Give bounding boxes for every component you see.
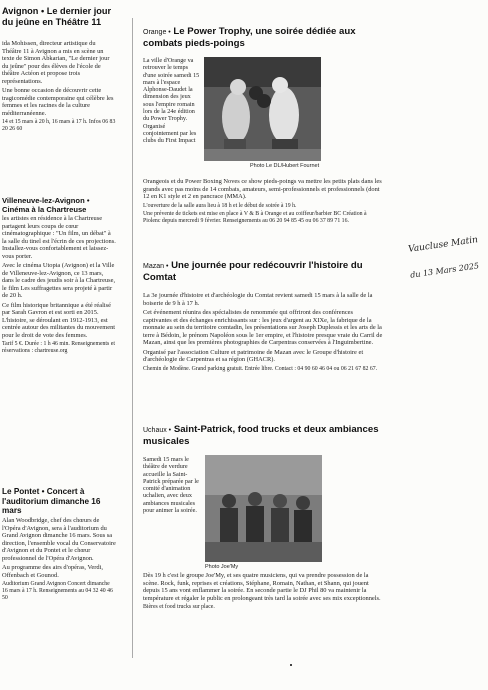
article-uchaux-headline	[143, 424, 383, 447]
paragraph: ida Mohissen, directeur artistique du Théâtre 11 à Avignon a mis en scène un texte de Simon Abkarian, "Le dernier jour du jeûne" pour des élèves de l'école de théâtre Actéon et propose trois représentations.	[2, 40, 110, 85]
article-villeneuve-headline: Villeneuve-lez-Avignon • Cinéma à la Chartreuse	[2, 196, 90, 214]
paragraph: Alan Woodbridge, chef des chœurs de l'Opéra d'Avignon, sera à l'auditorium du Grand Avignon dimanche 16 mars. Sous sa direction, l'ensemble vocal du Conservatoire d'Avignon et du Pontet et le chœur professionnel de l'Opéra d'Avignon.	[2, 517, 116, 562]
paragraph: Organisé par l'association Culture et patrimoine de Mazan avec le Groupe d'histoire et d'archéologie de Carpentras et sa région (GHACR).	[143, 348, 364, 363]
paragraph: Au programme des airs d'opéras, Verdi, Offenbach et Gounod.	[2, 564, 103, 579]
article-villeneuve-body	[2, 215, 116, 357]
column-divider	[132, 18, 133, 658]
article-mazan-body	[143, 292, 383, 374]
info-line: Chemin de Modène. Grand parking gratuit. Entrée libre. Contact : 04 90 60 46 04 ou 06 21 67 82 67.	[143, 365, 378, 372]
article-uchaux-body	[143, 572, 383, 613]
paragraph: les artistes en résidence à la Chartreuse partagent leurs coups de cœur cinématographique : "Un film, un débat" à la salle du tinel est l'écrin de ces projections. Installez-vous confortablement et laissez-vous porter.	[2, 215, 116, 260]
band-photo	[205, 455, 322, 562]
info-line: L'ouverture de la salle aura lieu à 18 h et le début de soirée à 19 h.	[143, 202, 297, 209]
paragraph: Une bonne occasion de découvrir cette tragicomédie contemporaine qui célèbre les femmes et les racines de la culture méditerranéenne.	[2, 87, 114, 117]
boxing-photo	[204, 57, 321, 161]
paragraph: Ce film historique britannique a été réalisé par Sarah Gavron et est sorti en 2015. L'histoire, se déroulant en 1912-1913, est centrée autour des militantes du mouvement pour le droit de vote des femmes.	[2, 301, 116, 339]
paragraph: Dès 19 h c'est le groupe Joe'My, et ses quatre musiciens, qui va prendre possession de la scène. Rock, funk, reprises et créations, Stéphane, Romain, Nathan, et Shann, qui jouent depuis 15 ans vont enflammer la soirée. En seconde partie le DJ Phil 80 va maintenir la température et régaler le public en prolongeant très tard la soirée avec ses mix exceptionnels.	[143, 572, 381, 602]
article-orange-body	[143, 178, 383, 227]
bottom-mark	[290, 664, 292, 666]
info-line: Bières et food trucks sur place.	[143, 604, 215, 610]
headline-text: Une journée pour redécouvrir l'histoire du Comtat	[143, 260, 363, 283]
info-line: Tarif 5 €. Durée : 1 h 46 min. Renseignements et réservations : chartreuse.org	[2, 341, 115, 354]
paragraph: La 3e journée d'histoire et d'archéologie du Comtat revient samedi 15 mars à la salle de la boiserie de 9 h à 17 h.	[143, 292, 373, 307]
boxing-photo-image	[204, 57, 321, 161]
headline-text: Le Power Trophy, une soirée dédiée aux combats pieds-poings	[143, 26, 356, 49]
kicker: Mazan •	[143, 263, 169, 270]
article-lepontet-body	[2, 517, 116, 603]
band-photo-caption: Photo Joe'My	[205, 564, 239, 570]
paragraph: Orangeois et du Power Boxing Noves ce show pieds-poings va mettre les petits plats dans les grands avec pas moins de 14 combats, amateurs, semi-professionnels et professionnels (dont 12 en K1 style et 2 en pancrace (MMA).	[143, 178, 382, 200]
handwritten-source: Vaucluse Matin	[407, 235, 479, 255]
article-orange-headline	[143, 26, 383, 49]
band-photo-image	[205, 455, 322, 562]
boxing-photo-caption: Photo Le DL/Hubert Fournet	[250, 163, 320, 169]
handwritten-date: du 13 Mars 2025	[409, 261, 480, 280]
article-avignon-headline: Avignon • Le dernier jour du jeûne en Théâtre 11	[2, 6, 112, 27]
paragraph: Cet événement réunira des spécialistes de renommée qui offriront des conférences captivantes et des échanges enrichissants sur : les jeux d'argent au XIXe, la fabrique de la monnaie au sein du territoire comtadin, les présentations sur Joseph Duplessis et les arts de la terre à Bédoin, le prénom Napoléon sous le 1er empire, et l'histoire presque vraie du Carril de Mazan, ainsi que les premières photographies de Carpentras conservées à l'Inguimbertine.	[143, 309, 383, 346]
info-line: Auditorium Grand Avignon Concert dimanche 16 mars à 17 h. Renseignements au 04 32 40 46 50	[2, 581, 113, 601]
kicker: Orange •	[143, 29, 171, 36]
article-uchaux-sidebar-text: Samedi 15 mars le théâtre de verdure accueille la Saint-Patrick préparée par le comité d'animation uchalien, avec deux ambiances musicales pour animer la soirée.	[143, 456, 199, 515]
info-line: Une prévente de tickets est mise en place à V & B à Orange et au coiffeur/barbier BC Création à Piolenc depuis mercredi 9 février. Renseignements au 06 20 94 85 45 ou 06 37 89 71 16.	[143, 211, 367, 225]
article-mazan-headline	[143, 260, 383, 283]
kicker: Uchaux •	[143, 427, 172, 434]
article-avignon-body	[2, 40, 116, 135]
info-line: 14 et 15 mars à 20 h, 16 mars à 17 h. Infos 06 83 20 26 60	[2, 119, 116, 132]
paragraph: Avec le cinéma Utopia (Avignon) et la Ville de Villeneuve-lez-Avignon, ce 13 mars, dans le cadre des jeudis soir à la Chartreuse, le film Les suffragettes sera projeté à partir de 20 h.	[2, 262, 116, 299]
headline-text: Saint-Patrick, food trucks et deux ambiances musicales	[143, 424, 379, 447]
article-orange-sidebar-text: La ville d'Orange va retrouver le temps d'une soirée samedi 15 mars à l'espace Alphonse-Daudet la dimension des jeux sous l'empire romain lors de la 24e édition du Power Trophy. Organisé conjointement par les clubs du First Impact	[143, 57, 200, 145]
article-lepontet-headline: Le Pontet • Concert à l'auditorium dimanche 16 mars	[2, 487, 101, 515]
